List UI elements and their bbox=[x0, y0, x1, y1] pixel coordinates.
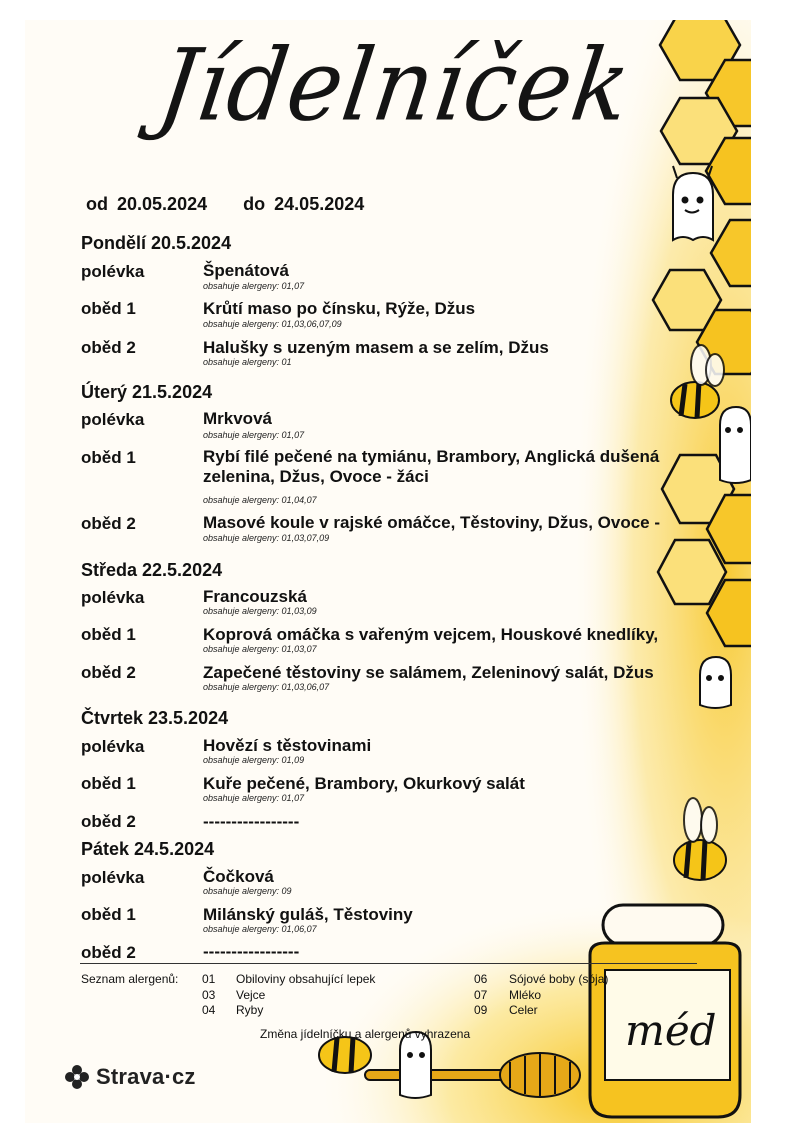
day-heading: Pondělí 20.5.2024 bbox=[81, 233, 232, 253]
allergen-code: 07 bbox=[474, 988, 488, 1002]
bee-bottom bbox=[319, 1037, 371, 1073]
allergen-code: 01 bbox=[202, 972, 216, 986]
meal-dish: Špenátová bbox=[203, 261, 289, 280]
meal-dish: Mrkvová bbox=[203, 409, 272, 428]
ghost-creature-top bbox=[673, 166, 713, 240]
meal-label: oběd 2 bbox=[81, 663, 136, 682]
meal-dish: Francouzská bbox=[203, 587, 307, 606]
meal-dish: Krůtí maso po čínsku, Rýže, Džus bbox=[203, 299, 476, 318]
meal-label: polévka bbox=[81, 868, 145, 887]
meal-allergens: obsahuje alergeny: 01 bbox=[203, 357, 292, 367]
meal-label: polévka bbox=[81, 410, 145, 429]
allergen-name: Celer bbox=[509, 1003, 538, 1017]
clover-logo-icon bbox=[64, 1064, 90, 1090]
day-heading: Čtvrtek 23.5.2024 bbox=[81, 708, 229, 728]
meal-label: oběd 1 bbox=[81, 774, 136, 793]
date-range bbox=[86, 194, 368, 215]
allergen-code: 06 bbox=[474, 972, 488, 986]
meal-dish: Rybí filé pečené na tymiánu, Brambory, Anglická dušená zelenina, Džus, Ovoce - žáci bbox=[203, 447, 660, 486]
day-heading: Středa 22.5.2024 bbox=[81, 560, 223, 580]
day-heading: Pátek 24.5.2024 bbox=[81, 839, 215, 859]
meal-label: oběd 2 bbox=[81, 812, 136, 831]
to-label: do bbox=[243, 194, 266, 214]
meal-dish: Milánský guláš, Těstoviny bbox=[203, 905, 413, 924]
allergen-name: Ryby bbox=[236, 1003, 264, 1017]
meal-label: polévka bbox=[81, 737, 145, 756]
jar-label: méd bbox=[625, 1006, 717, 1055]
meal-allergens: obsahuje alergeny: 01,04,07 bbox=[203, 495, 317, 505]
to-date: 24.05.2024 bbox=[274, 194, 365, 214]
ghost-creature-bottom bbox=[400, 1032, 431, 1098]
meal-dish: Kuře pečené, Brambory, Okurkový salát bbox=[203, 774, 525, 793]
legend-divider bbox=[80, 963, 697, 964]
meal-allergens: obsahuje alergeny: 01,07 bbox=[203, 430, 305, 440]
meal-allergens: obsahuje alergeny: 01,03,06,07,09 bbox=[203, 319, 342, 329]
meal-label: oběd 2 bbox=[81, 943, 136, 962]
brand-name: Strava·cz bbox=[96, 1064, 196, 1089]
from-date: 20.05.2024 bbox=[117, 194, 208, 214]
meal-dish: ----------------- bbox=[203, 942, 300, 961]
allergen-code: 03 bbox=[202, 988, 216, 1002]
allergen-code: 04 bbox=[202, 1003, 216, 1017]
from-label: od bbox=[86, 194, 108, 214]
meal-allergens: obsahuje alergeny: 01,07 bbox=[203, 281, 305, 291]
meal-allergens: obsahuje alergeny: 01,07 bbox=[203, 793, 305, 803]
footer-note: Změna jídelníčku a alergenů vyhrazena bbox=[260, 1027, 471, 1041]
meal-label: oběd 1 bbox=[81, 299, 136, 318]
meal-dish: Koprová omáčka s vařeným vejcem, Houskové knedlíky, bbox=[203, 625, 659, 644]
meal-label: oběd 2 bbox=[81, 338, 136, 357]
meal-dish: Masové koule v rajské omáčce, Těstoviny, Džus, Ovoce - bbox=[203, 513, 660, 532]
meal-label: polévka bbox=[81, 262, 145, 281]
meal-label: polévka bbox=[81, 588, 145, 607]
meal-dish: Zapečené těstoviny se salámem, Zeleninový salát, Džus bbox=[203, 663, 654, 682]
day-heading: Úterý 21.5.2024 bbox=[81, 382, 213, 402]
allergen-code: 09 bbox=[474, 1003, 488, 1017]
meal-dish: ----------------- bbox=[203, 812, 300, 831]
meal-allergens: obsahuje alergeny: 09 bbox=[203, 886, 292, 896]
meal-allergens: obsahuje alergeny: 01,03,07 bbox=[203, 644, 317, 654]
page-title: Jídelníček bbox=[151, 27, 638, 144]
meal-dish: Hovězí s těstovinami bbox=[203, 736, 372, 755]
meal-allergens: obsahuje alergeny: 01,09 bbox=[203, 755, 305, 765]
allergen-name: Obiloviny obsahující lepek bbox=[236, 972, 376, 986]
meal-allergens: obsahuje alergeny: 01,03,09 bbox=[203, 606, 317, 616]
meal-allergens: obsahuje alergeny: 01,03,07,09 bbox=[203, 533, 330, 543]
allergen-name: Sójové boby (sója) bbox=[509, 972, 609, 986]
meal-dish: Halušky s uzeným masem a se zelím, Džus bbox=[203, 338, 549, 357]
meal-allergens: obsahuje alergeny: 01,03,06,07 bbox=[203, 682, 330, 692]
allergen-legend-title: Seznam alergenů: bbox=[81, 972, 179, 986]
allergen-name: Vejce bbox=[236, 988, 266, 1002]
meal-label: oběd 1 bbox=[81, 625, 136, 644]
meal-label: oběd 1 bbox=[81, 448, 136, 467]
meal-allergens: obsahuje alergeny: 01,06,07 bbox=[203, 924, 317, 934]
meal-label: oběd 2 bbox=[81, 514, 136, 533]
strava-logo[interactable] bbox=[64, 1064, 196, 1090]
meal-label: oběd 1 bbox=[81, 905, 136, 924]
allergen-name: Mléko bbox=[509, 988, 542, 1002]
meal-dish: Čočková bbox=[203, 867, 274, 886]
